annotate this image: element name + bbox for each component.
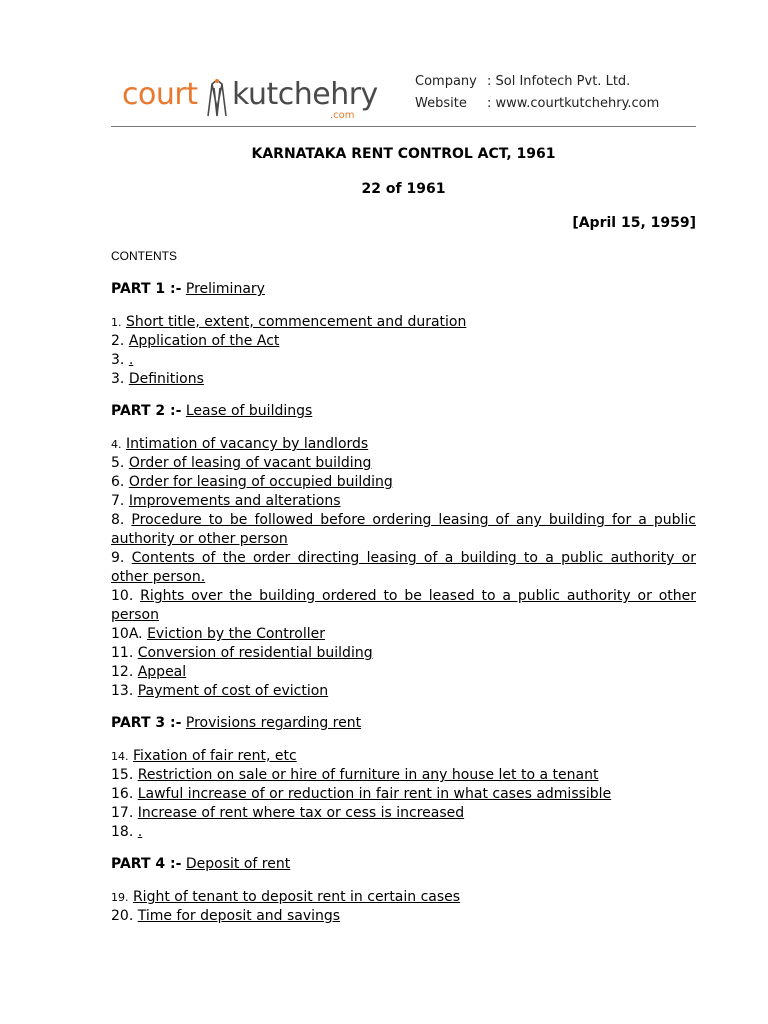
section-number: 8. [111,512,125,528]
part-title-link[interactable]: Lease of buildings [185,403,313,419]
logo-kutchehry-text: kutchehry [232,77,378,112]
section-link[interactable]: Definitions [128,371,204,387]
part-label: PART 1 :- [111,281,182,297]
spacer [111,389,696,402]
section-link[interactable]: Short title, extent, commencement and duration [125,314,467,330]
section-link[interactable]: Contents of the order directing leasing of a building to a public authority or other person. [111,550,696,585]
section-number: 12. [111,664,134,680]
section-item [111,492,696,511]
part-heading [111,280,696,299]
section-item [111,682,696,701]
section-item [111,351,696,370]
spacer [111,733,696,747]
section-link[interactable]: . [128,352,134,368]
section-link[interactable]: Order for leasing of occupied building [128,474,393,490]
part-label: PART 3 :- [111,715,182,731]
section-item [111,549,696,587]
section-item [111,511,696,549]
section-item [111,625,696,644]
section-number: 19. [111,891,129,904]
contents-label: CONTENTS [111,249,177,263]
section-number: 20. [111,908,134,924]
section-number: 16. [111,786,134,802]
section-link[interactable]: Rights over the building ordered to be leased to a public authority or other person [111,588,696,623]
section-link[interactable]: Application of the Act [128,333,280,349]
section-number: 4. [111,438,122,451]
section-number: 5. [111,455,125,471]
section-link[interactable]: Intimation of vacancy by landlords [125,436,369,452]
logo-com-text: .com [330,110,355,121]
section-number: 1. [111,316,122,329]
section-link[interactable]: Time for deposit and savings [137,908,341,924]
courtkutchehry-logo [122,77,378,122]
section-item [111,663,696,682]
section-item [111,332,696,351]
section-link[interactable]: . [137,824,143,840]
company-label: Company [415,74,477,89]
section-item [111,804,696,823]
section-link[interactable]: Increase of rent where tax or cess is increased [137,805,465,821]
section-link[interactable]: Appeal [137,664,187,680]
spacer [111,421,696,435]
section-number: 3. [111,371,125,387]
section-link[interactable]: Right of tenant to deposit rent in certain cases [132,889,461,905]
part-title-link[interactable]: Deposit of rent [185,856,291,872]
section-link[interactable]: Payment of cost of eviction [137,683,329,699]
part-heading [111,714,696,733]
website-value: : www.courtkutchehry.com [487,96,660,111]
part-title-link[interactable]: Preliminary [185,281,265,297]
section-number: 15. [111,767,134,783]
section-item [111,907,696,926]
part-heading [111,402,696,421]
section-number: 3. [111,352,125,368]
header-divider [111,126,696,127]
section-item [111,823,696,842]
spacer [111,299,696,313]
section-number: 9. [111,550,125,566]
logo-court-text: court [122,77,198,112]
act-number: 22 of 1961 [361,181,446,197]
section-link[interactable]: Procedure to be followed before ordering leasing of any building for a public authority or other person [111,512,696,547]
section-link[interactable]: Restriction on sale or hire of furniture in any house let to a tenant [137,767,599,783]
company-row [415,71,659,93]
act-date: [April 15, 1959] [572,215,696,231]
section-link[interactable]: Conversion of residential building [137,645,373,661]
section-item [111,435,696,454]
section-number: 10. [111,588,134,604]
spacer [111,874,696,888]
section-number: 2. [111,333,125,349]
section-number: 11. [111,645,134,661]
table-of-contents [111,280,696,926]
section-number: 18. [111,824,134,840]
section-item [111,766,696,785]
company-value: : Sol Infotech Pvt. Ltd. [487,74,631,89]
section-item [111,370,696,389]
part-label: PART 4 :- [111,856,182,872]
website-row [415,93,659,115]
section-item [111,473,696,492]
section-item [111,313,696,332]
section-item [111,785,696,804]
lawyer-figure-icon [200,78,234,118]
section-number: 6. [111,474,125,490]
section-item [111,747,696,766]
document-title: KARNATAKA RENT CONTROL ACT, 1961 [251,146,556,162]
part-heading [111,855,696,874]
section-number: 14. [111,750,129,763]
section-link[interactable]: Fixation of fair rent, etc [132,748,297,764]
section-link[interactable]: Lawful increase of or reduction in fair rent in what cases admissible [137,786,612,802]
section-number: 17. [111,805,134,821]
spacer [111,842,696,855]
section-number: 7. [111,493,125,509]
section-item [111,888,696,907]
section-link[interactable]: Improvements and alterations [128,493,341,509]
spacer [111,701,696,714]
part-title-link[interactable]: Provisions regarding rent [185,715,362,731]
section-link[interactable]: Eviction by the Controller [147,626,325,642]
section-item [111,454,696,473]
section-link[interactable]: Order of leasing of vacant building [128,455,372,471]
part-label: PART 2 :- [111,403,182,419]
company-info [415,71,659,115]
section-number: 10A. [111,626,143,642]
section-number: 13. [111,683,134,699]
section-item [111,587,696,625]
section-item [111,644,696,663]
website-label: Website [415,96,467,111]
